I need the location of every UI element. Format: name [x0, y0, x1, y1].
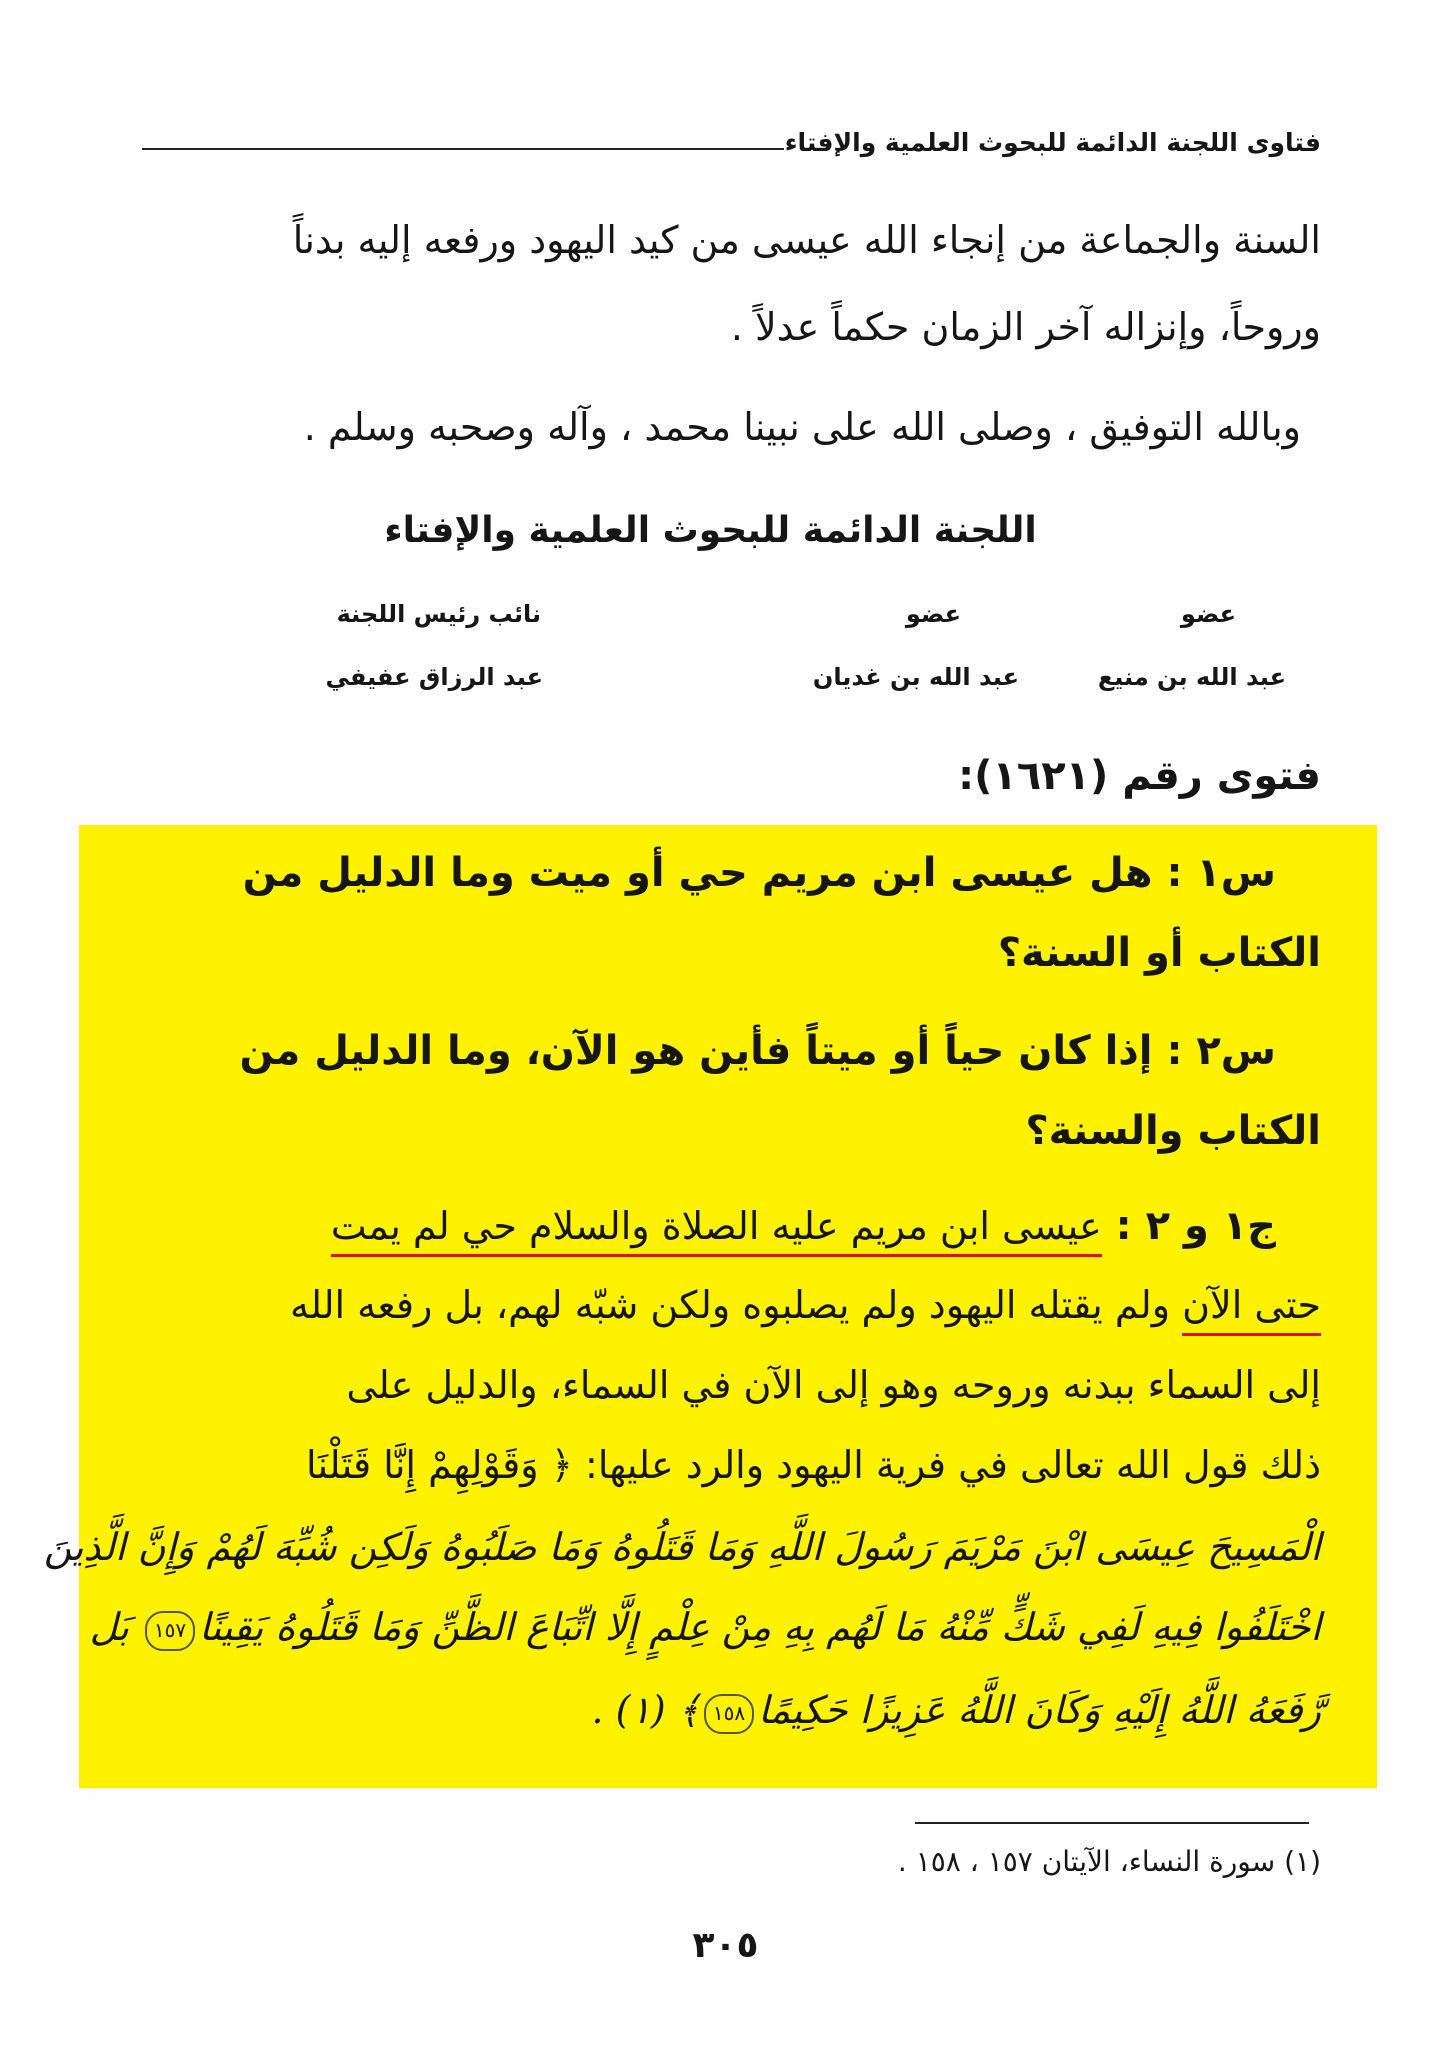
header-title: فتاوى اللجنة الدائمة للبحوث العلمية والإفتاء — [784, 128, 1321, 157]
answer-line-2 — [290, 1283, 1321, 1327]
question-2-line-1: س٢ : إذا كان حياً أو ميتاً فأين هو الآن، وما الدليل من — [239, 1028, 1276, 1074]
member-1-name: عبد الله بن منيع — [1097, 663, 1286, 691]
answer-line-4: ذلك قول الله تعالى في فرية اليهود والرد عليها: ﴿ وَقَوْلِهِمْ إِنَّا قَتَلْنَا — [305, 1443, 1321, 1487]
quran-line-3-end: ﴾ (١) . — [591, 1688, 700, 1732]
question-1-line-1: س١ : هل عيسى ابن مريم حي أو ميت وما الدليل من — [242, 850, 1276, 896]
quran-line-2 — [90, 1605, 1321, 1651]
answer-underlined-part-1: عيسى ابن مريم عليه الصلاة والسلام حي لم يمت — [331, 1204, 1102, 1257]
question-2-line-2: الكتاب والسنة؟ — [1025, 1108, 1321, 1154]
ayah-157-marker: ١٥٧ — [145, 1611, 195, 1651]
answer-line-2-rest: ولم يقتله اليهود ولم يصلبوه ولكن شبّه لهم، بل رفعه الله — [289, 1283, 1183, 1327]
committee-title: اللجنة الدائمة للبحوث العلمية والإفتاء — [384, 510, 1037, 551]
member-1-role: عضو — [1180, 600, 1236, 628]
running-header — [142, 128, 1321, 168]
answer-prefix: ج١ و ٢ : — [1101, 1203, 1276, 1249]
answer-line-1 — [331, 1203, 1276, 1249]
ayah-158-marker: ١٥٨ — [704, 1694, 754, 1734]
intro-line-2: وروحاً، وإنزاله آخر الزمان حكماً عدلاً . — [730, 305, 1321, 349]
header-rule — [142, 148, 784, 150]
member-2-name: عبد الله بن غديان — [812, 663, 1019, 691]
fatwa-number: فتوى رقم (١٦٢١): — [958, 753, 1321, 799]
closing-line: وبالله التوفيق ، وصلى الله على نبينا محمد ، وآله وصحبه وسلم . — [303, 405, 1301, 449]
footnote-text: (١) سورة النساء، الآيتان ١٥٧ ، ١٥٨ . — [897, 1845, 1321, 1878]
quran-line-1: الْمَسِيحَ عِيسَى ابْنَ مَرْيَمَ رَسُولَ اللَّهِ وَمَا قَتَلُوهُ وَمَا صَلَبُوهُ وَلَكِن شُبِّهَ لَهُمْ وَإِنَّ الَّذِينَ — [43, 1525, 1321, 1569]
member-2-role: عضو — [905, 600, 961, 628]
quran-line-2-text: اخْتَلَفُوا فِيهِ لَفِي شَكٍّ مِّنْهُ مَا لَهُم بِهِ مِنْ عِلْمٍ إِلَّا اتِّبَاعَ الظَّنِّ وَمَا قَتَلُوهُ يَقِينًا — [199, 1605, 1321, 1649]
quran-line-2-end: بَل — [89, 1605, 142, 1649]
quran-line-3 — [591, 1688, 1321, 1734]
quran-line-3-text: رَّفَعَهُ اللَّهُ إِلَيْهِ وَكَانَ اللَّهُ عَزِيزًا حَكِيمًا — [757, 1688, 1321, 1732]
member-3-role: نائب رئيس اللجنة — [336, 600, 541, 628]
question-1-line-2: الكتاب أو السنة؟ — [997, 930, 1321, 976]
intro-line-1: السنة والجماعة من إنجاء الله عيسى من كيد اليهود ورفعه إليه بدناً — [292, 218, 1321, 262]
page-number: ٣٠٥ — [692, 1925, 759, 1966]
footnote-rule — [915, 1822, 1309, 1824]
member-3-name: عبد الرزاق عفيفي — [325, 663, 543, 691]
answer-underlined-part-2: حتى الآن — [1182, 1283, 1321, 1336]
answer-line-3: إلى السماء ببدنه وروحه وهو إلى الآن في السماء، والدليل على — [346, 1363, 1321, 1407]
